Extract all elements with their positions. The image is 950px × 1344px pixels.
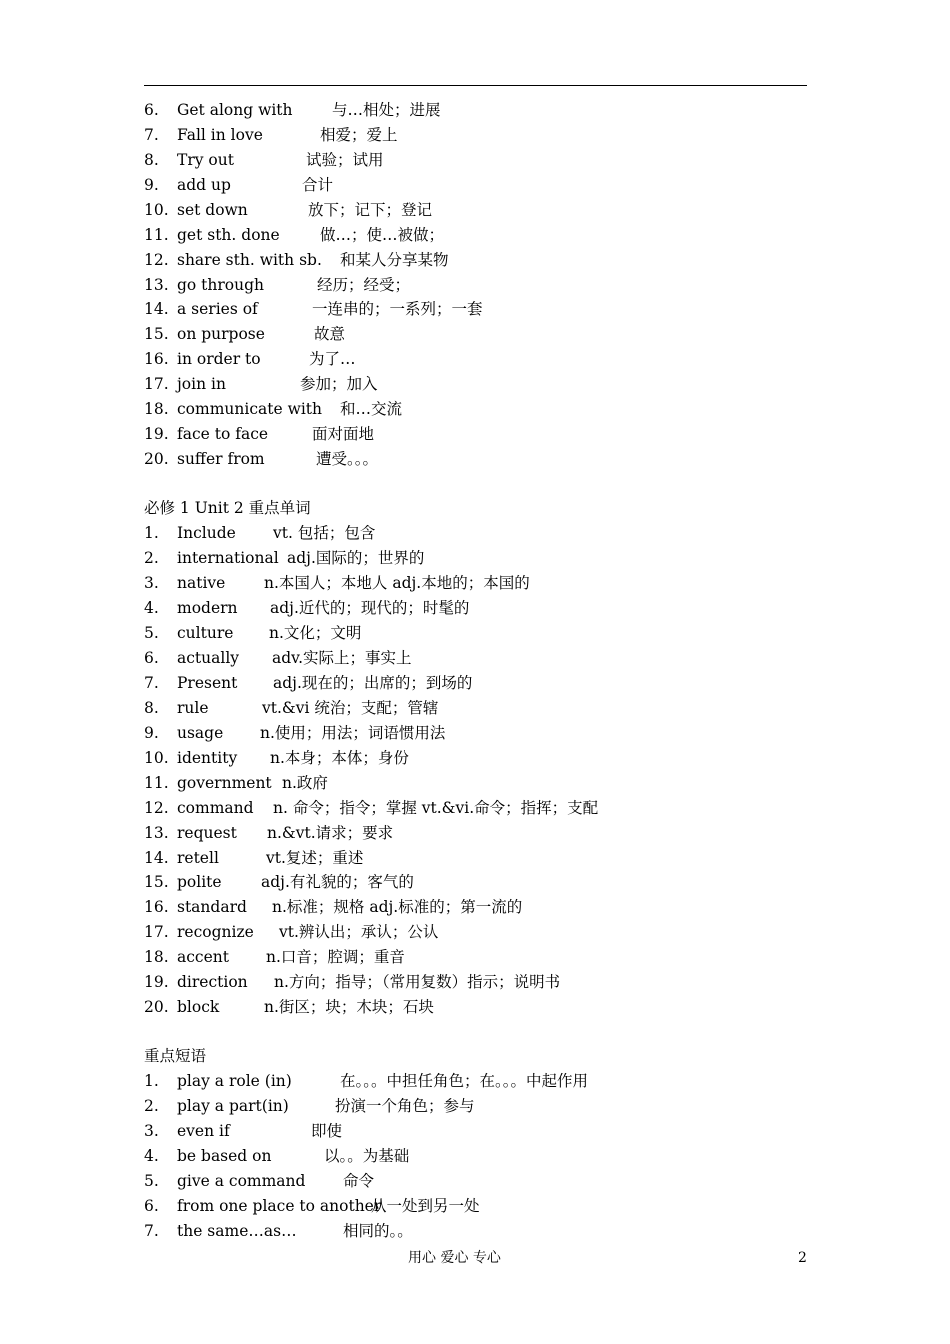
header-rule bbox=[144, 85, 807, 86]
footer-motto: 用心 爱心 专心 bbox=[408, 1250, 501, 1266]
page-number: 2 bbox=[798, 1250, 807, 1266]
section-heading-unit2-words: 必修 1 Unit 2 重点单词 bbox=[144, 499, 311, 517]
section-heading-key-phrases: 重点短语 bbox=[144, 1047, 207, 1065]
